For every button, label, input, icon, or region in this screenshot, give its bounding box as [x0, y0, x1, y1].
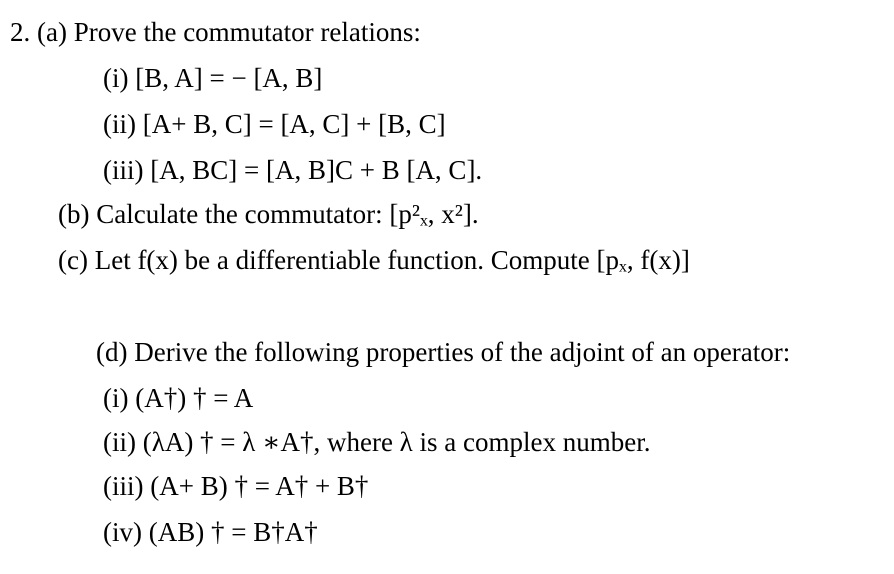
part-c: (c) Let f(x) be a differentiable function. Compute [pₓ, f(x)] [58, 245, 690, 275]
part-d-item-iii: (iii) (A+ B) † = A† + B† [103, 471, 369, 501]
part-d-item-ii: (ii) (λA) † = λ ∗A†, where λ is a complex number. [103, 427, 651, 457]
part-a-item-i: (i) [B, A] = − [A, B] [103, 63, 323, 93]
part-d-item-iv: (iv) (AB) † = B†A† [103, 517, 318, 547]
part-d-intro: (d) Derive the following properties of the adjoint of an operator: [96, 337, 791, 367]
part-a-item-iii: (iii) [A, BC] = [A, B]C + B [A, C]. [103, 155, 483, 185]
part-a-item-ii: (ii) [A+ B, C] = [A, C] + [B, C] [103, 109, 446, 139]
part-b: (b) Calculate the commutator: [p²ₓ, x²]. [58, 199, 479, 229]
part-a-intro: 2. (a) Prove the commutator relations: [10, 17, 421, 47]
part-d-item-i: (i) (A†) † = A [103, 383, 254, 413]
